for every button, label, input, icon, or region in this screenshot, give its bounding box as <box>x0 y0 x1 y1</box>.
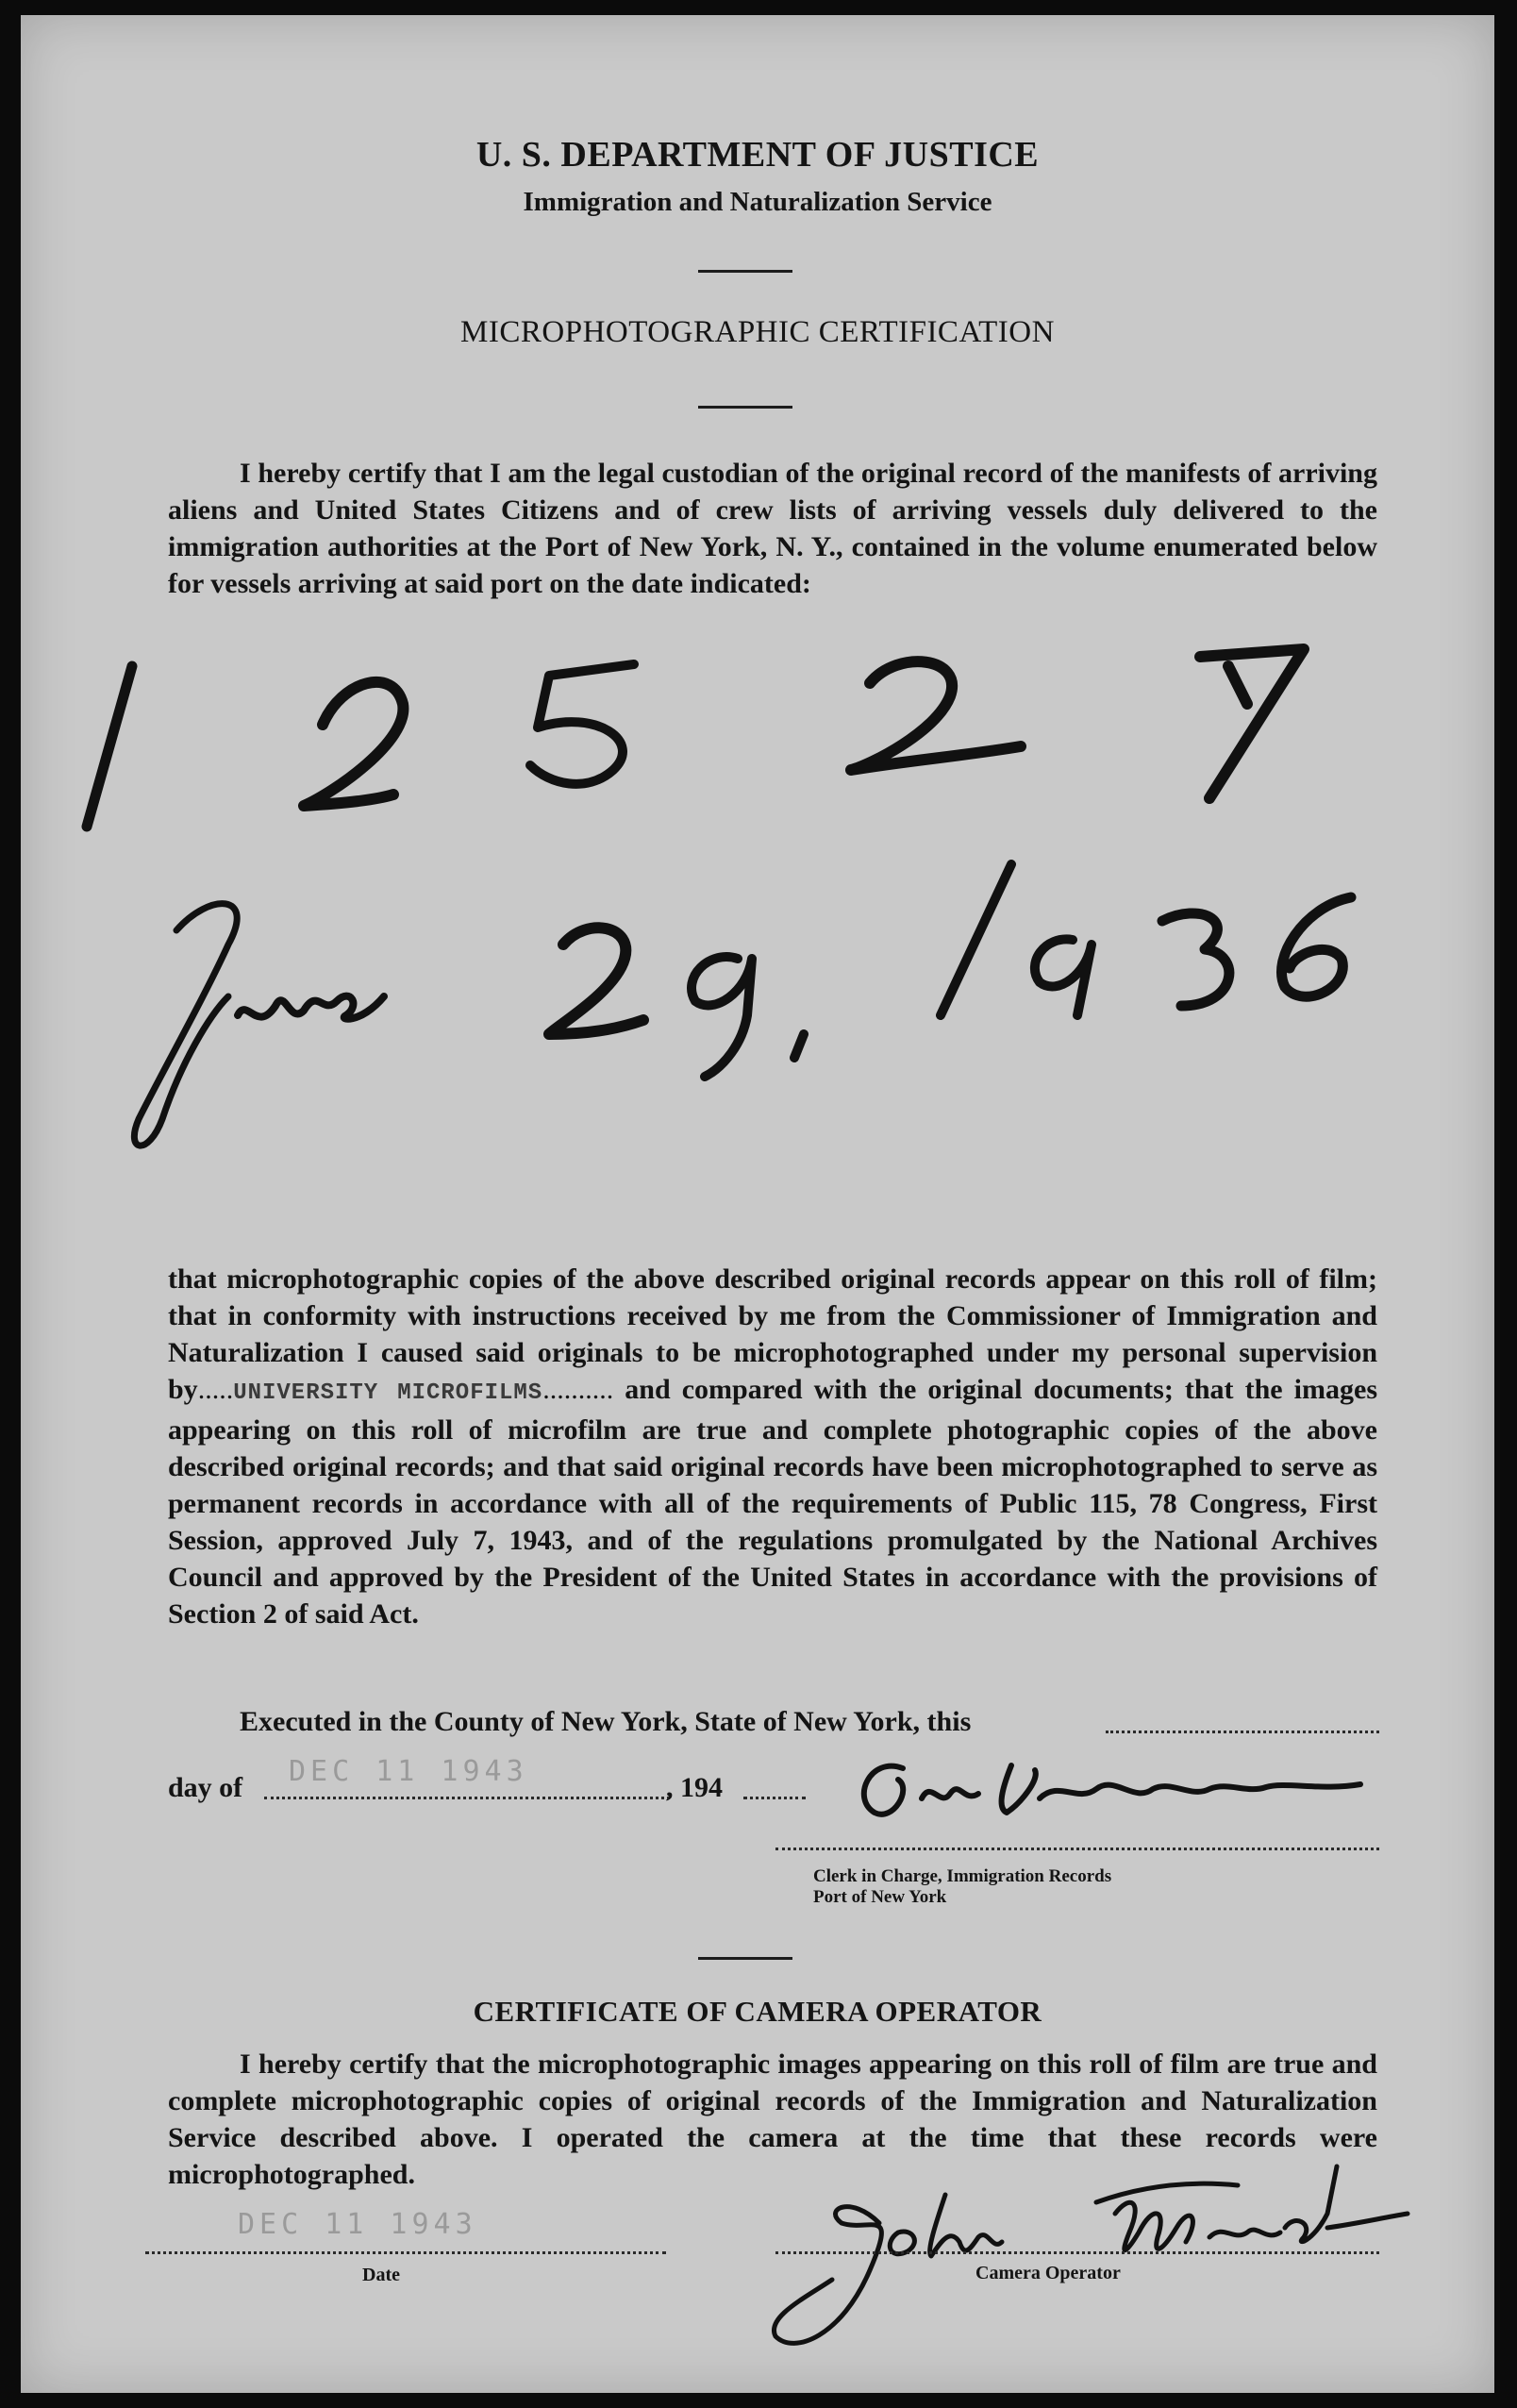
supervised-by-dots: ..... <box>197 1374 234 1405</box>
microphotograph-text-part2: and compared with the original documents; that the images appearing on this roll of microfilm are true and complete photographic copies of the above described original records; and that said original records have been microphotographed to serve as permanent records in accordance with all of the requirements of Public 115, 78 Congress, First Session, approved July 7, 1943, and of the regulations promulgated by the National Archives Council and approved by the President of the United States in accordance with the provisions of Section 2 of said Act. <box>168 1374 1378 1630</box>
operator-label: Camera Operator <box>975 2263 1121 2283</box>
camera-operator-paragraph: I hereby certify that the microphotographic images appearing on this roll of film are true and complete microphotographic copies of original records of the Immigration and Naturalization Service described above. I operated the camera at the time that these records were microphotographed. <box>168 2048 1377 2190</box>
clerk-date-stamp: DEC 11 1943 <box>289 1755 528 1788</box>
supervised-by-value: UNIVERSITY MICROFILMS <box>233 1380 543 1406</box>
form-title: MICROPHOTOGRAPHIC CERTIFICATION <box>460 315 1055 349</box>
year-label: , 194 <box>666 1772 723 1803</box>
day-of-label: day of <box>168 1772 243 1803</box>
operator-date-label: Date <box>362 2265 400 2285</box>
custodian-paragraph: I hereby certify that I am the legal custodian of the original record of the manifests of arriving aliens and United States Citizens and of crew lists of arriving vessels duly delivered to the immigration authorities at the Port of New York, N. Y., contained in the volume enumerated below for vessels arriving at said port on the date indicated: <box>168 458 1377 599</box>
service-subheading: Immigration and Naturalization Service <box>523 187 992 217</box>
department-heading: U. S. DEPARTMENT OF JUSTICE <box>475 135 1040 175</box>
operator-date-stamp: DEC 11 1943 <box>238 2208 477 2241</box>
clerk-title: Clerk in Charge, Immigration Records <box>813 1866 1112 1886</box>
microphotograph-text-part1: that microphotographic copies of the above described original records appear on this roll of film; that in conformity with instructions received by me from the Commissioner of Immigration and Naturalization I caused said originals to be microphotographed under my personal supervision by <box>168 1263 1377 1405</box>
camera-operator-title: CERTIFICATE OF CAMERA OPERATOR <box>473 1995 1042 2028</box>
supervised-by-dots-tail: .......... <box>542 1374 614 1405</box>
clerk-port: Port of New York <box>813 1887 947 1907</box>
executed-line: Executed in the County of New York, State of New York, this <box>240 1706 972 1737</box>
operator-signature-line <box>775 2251 1379 2254</box>
certificate-page <box>21 15 1494 2393</box>
operator-signature <box>21 15 1494 2393</box>
